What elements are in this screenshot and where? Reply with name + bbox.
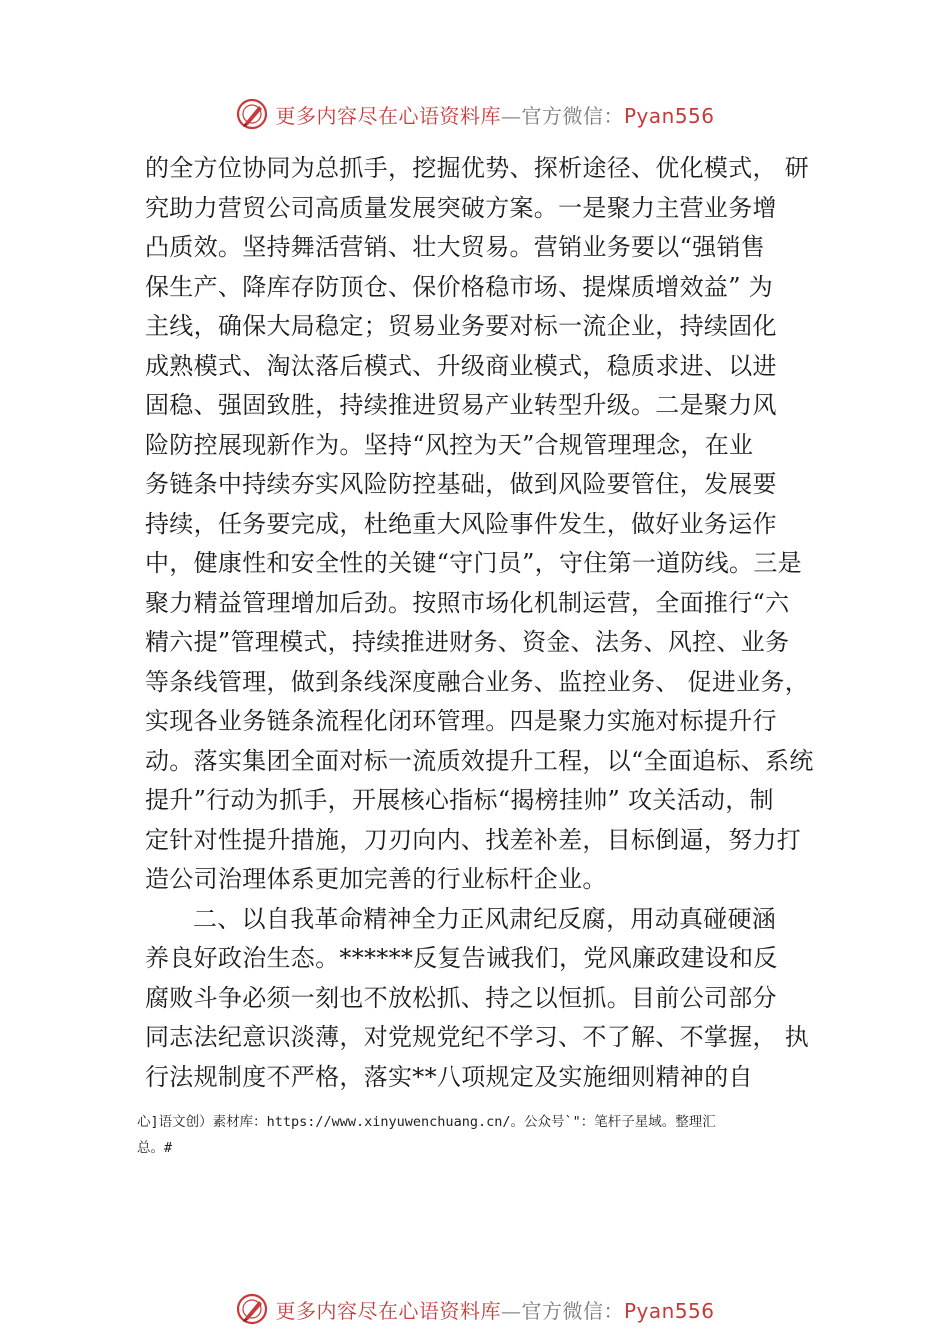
source-footnote xyxy=(137,1109,837,1161)
text-line: 腐败斗争必须一刻也不放松抓、持之以恒抓。目前公司部分 xyxy=(145,983,777,1012)
text-line: 持续，任务要完成，杜绝重大风险事件发生，做好业务运作 xyxy=(145,509,777,538)
footnote-line: 总。# xyxy=(137,1140,173,1156)
document-body xyxy=(145,149,817,1097)
banner-title: 更多内容尽在心语资料库 xyxy=(275,103,501,128)
text-line: 险防控展现新作为。坚持“风控为天”合规管理理念，在业 xyxy=(145,430,754,459)
banner-separator: — xyxy=(500,1298,522,1323)
footnote-line: 心]语文创）素材库：https://www.xinyuwenchuang.cn/。公众号`"：笔杆子星域。整理汇 xyxy=(137,1114,716,1130)
text-line: 聚力精益管理增加后劲。按照市场化机制运营，全面推行“六 xyxy=(145,588,790,617)
banner-wechat-label: 官方微信： xyxy=(521,103,624,128)
pen-nib-logo-icon xyxy=(235,1292,269,1326)
banner-wechat-id: Pyan556 xyxy=(623,103,715,128)
text-line: 动。落实集团全面对标一流质效提升工程，以“全面追标、系统 xyxy=(145,746,814,775)
banner-wechat-id: Pyan556 xyxy=(623,1298,715,1323)
text-line: 造公司治理体系更加完善的行业标杆企业。 xyxy=(145,865,607,893)
banner-title: 更多内容尽在心语资料库 xyxy=(275,1298,501,1323)
pen-nib-logo-icon xyxy=(235,97,269,131)
text-line: 行法规制度不严格，落实**八项规定及实施细则精神的自 xyxy=(145,1062,753,1091)
text-line: 同志法纪意识淡薄，对党规党纪不学习、不了解、不掌握， 执 xyxy=(145,1023,810,1051)
text-line: 保生产、降库存防顶仓、保价格稳市场、提煤质增效益” 为 xyxy=(145,272,773,301)
text-line: 的全方位协同为总抓手，挖掘优势、探析途径、优化模式， 研 xyxy=(145,154,810,182)
text-line: 究助力营贸公司高质量发展突破方案。一是聚力主营业务增 xyxy=(145,193,777,222)
text-line: 成熟模式、淘汰落后模式、升级商业模式，稳质求进、以进 xyxy=(145,351,777,380)
text-line: 中，健康性和安全性的关键“守门员”，守住第一道防线。三是 xyxy=(145,549,802,577)
section-heading-line: 二、以自我革命精神全力正风肃纪反腐，用动真碰硬涵 xyxy=(193,904,777,933)
text-line: 实现各业务链条流程化闭环管理。四是聚力实施对标提升行 xyxy=(145,707,777,735)
text-line: 凸质效。坚持舞活营销、壮大贸易。营销业务要以“强销售 xyxy=(145,233,766,261)
text-line: 等条线管理，做到条线深度融合业务、监控业务、 促进业务， xyxy=(145,667,810,696)
text-line: 主线，确保大局稳定；贸易业务要对标一流企业，持续固化 xyxy=(145,312,777,340)
header-banner xyxy=(0,94,950,134)
text-line: 定针对性提升措施，刀刃向内、找差补差，目标倒逼，努力打 xyxy=(145,825,802,854)
text-line: 提升”行动为抓手，开展核心指标“揭榜挂帅” 攻关活动，制 xyxy=(145,786,774,814)
banner-wechat-label: 官方微信： xyxy=(521,1298,624,1323)
text-line: 固稳、强固致胜，持续推进贸易产业转型升级。二是聚力风 xyxy=(145,391,777,419)
text-line: 务链条中持续夯实风险防控基础，做到风险要管住，发展要 xyxy=(145,470,777,498)
banner-separator: — xyxy=(500,103,522,128)
text-line: 养良好政治生态。******反复告诫我们，党风廉政建设和反 xyxy=(145,944,778,972)
footer-banner xyxy=(0,1289,950,1329)
text-line: 精六提”管理模式，持续推进财务、资金、法务、风控、业务 xyxy=(145,628,790,656)
